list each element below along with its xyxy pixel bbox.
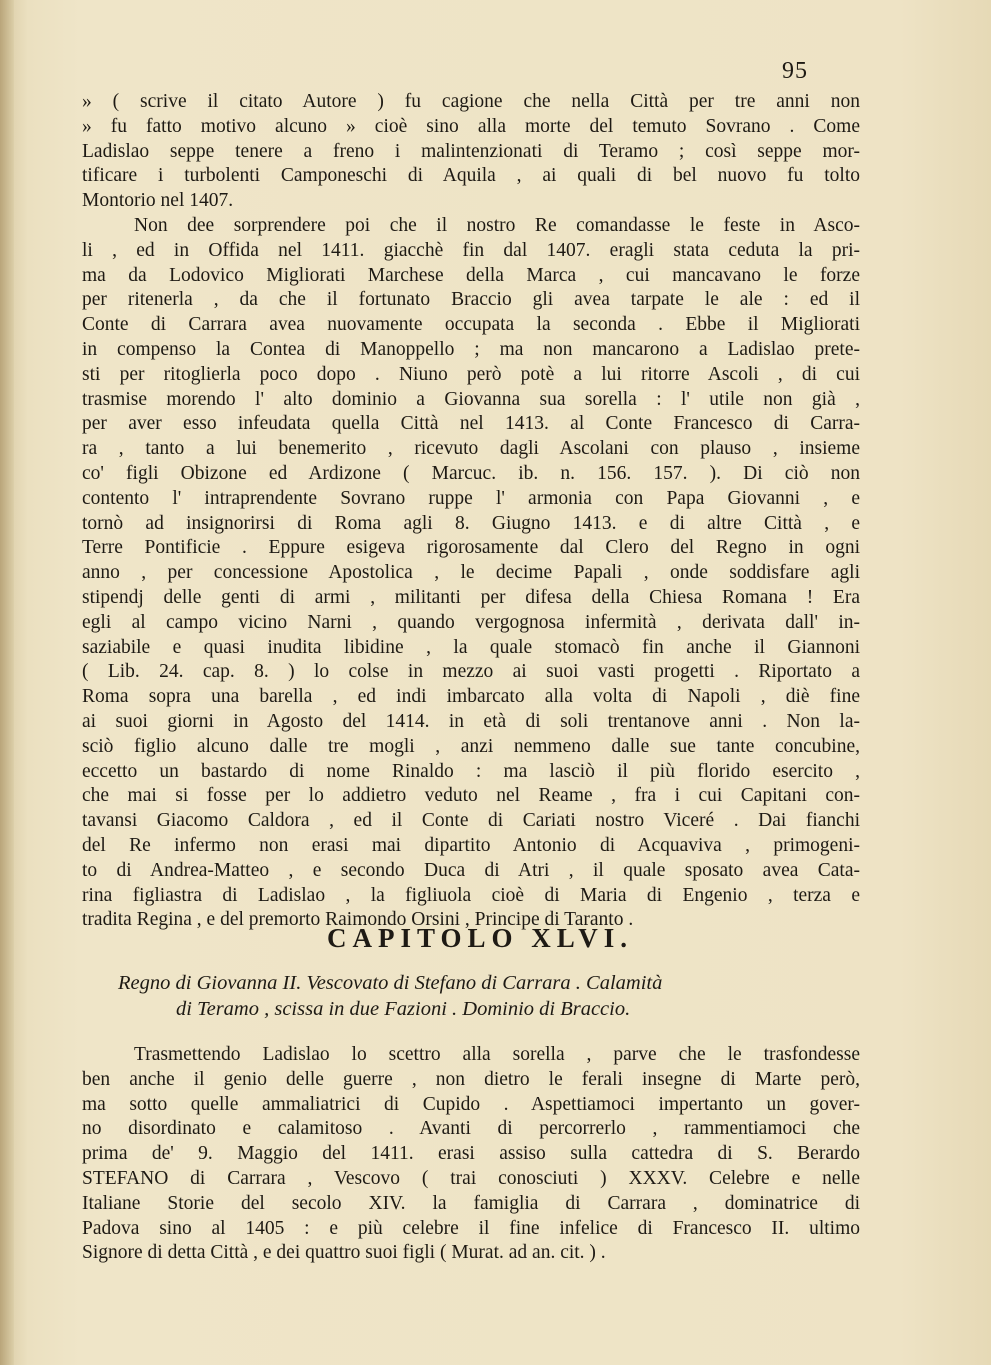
- text-line: tornò ad insignorirsi di Roma agli 8. Giugno 1413. e di altre Città , e: [82, 512, 860, 534]
- text-line: per aver esso infeudata quella Città nel 1413. al Conte Francesco di Carra-: [82, 413, 860, 435]
- text-line: » fu fatto motivo alcuno » cioè sino alla morte del temuto Sovrano . Come: [82, 115, 860, 137]
- text-line: ma da Lodovico Migliorati Marchese della Marca , cui mancavano le forze: [82, 264, 860, 286]
- text-line: Terre Pontificie . Eppure esigeva rigorosamente dal Clero del Regno in ogni: [82, 537, 860, 559]
- text-line: ra , tanto a lui benemerito , ricevuto dagli Ascolani con plauso , insieme: [82, 438, 860, 460]
- text-line: li , ed in Offida nel 1411. giacchè fin dal 1407. eragli stata ceduta la pri-: [82, 239, 860, 261]
- text-line: Trasmettendo Ladislao lo scettro alla sorella , parve che le trasfondesse: [134, 1044, 860, 1065]
- body-text-top: [82, 90, 860, 933]
- text-line: in compenso la Contea di Manoppello ; ma non mancarono a Ladislao prete-: [82, 338, 860, 360]
- text-line: rina figliastra di Ladislao , la figliuola cioè di Maria di Engenio , terza e: [82, 884, 860, 906]
- text-line: no disordinato e calamitoso . Avanti di percorrerlo , rammentiamoci che: [82, 1118, 860, 1140]
- text-line: del Re infermo non erasi mai dipartito Antonio di Acquaviva , primogeni-: [82, 834, 860, 856]
- text-line: Non dee sorprendere poi che il nostro Re comandasse le feste in Asco-: [134, 214, 860, 236]
- text-line: ( Lib. 24. cap. 8. ) lo colse in mezzo ai suoi vasti progetti . Riportato a: [82, 661, 860, 683]
- text-line: sciò figlio alcuno dalle tre mogli , anzi nemmeno dalle sue tante concubine,: [82, 735, 860, 757]
- chapter-subtitle-line: di Teramo , scissa in due Fazioni . Dominio di Braccio.: [176, 998, 631, 1020]
- text-line: » ( scrive il citato Autore ) fu cagione che nella Città per tre anni non: [82, 91, 860, 112]
- chapter-subtitle: [118, 970, 858, 1022]
- text-line: Italiane Storie del secolo XIV. la famiglia di Carrara , dominatrice di: [82, 1192, 860, 1214]
- text-line: egli al campo vicino Narni , quando vergognosa infermità , derivata dall' in-: [82, 611, 860, 633]
- text-line: Montorio nel 1407.: [82, 190, 234, 212]
- text-line: STEFANO di Carrara , Vescovo ( trai conosciuti ) XXXV. Celebre e nelle: [82, 1167, 860, 1189]
- chapter-title: CAPITOLO XLVI.: [326, 923, 634, 953]
- text-line: ai suoi giorni in Agosto del 1414. in età di soli trentanove anni . Non la-: [82, 710, 860, 732]
- book-spine-shadow: [0, 0, 14, 1365]
- text-line: to di Andrea-Matteo , e secondo Duca di Atri , il quale sposato avea Cata-: [82, 859, 860, 881]
- page-number: 95: [782, 58, 808, 84]
- text-line: saziabile e quasi inudita libidine , la quale stomacò fin anche il Giannoni: [82, 636, 860, 658]
- text-line: trasmise morendo l' alto dominio a Giovanna sua sorella : l' utile non già ,: [82, 388, 860, 410]
- text-line: Ladislao seppe tenere a freno i malintenzionati di Teramo ; così seppe mor-: [82, 140, 860, 162]
- text-line: tificare i turbolenti Camponeschi di Aquila , ai quali di bel nuovo fu tolto: [82, 165, 860, 187]
- text-line: Roma sopra una barella , ed indi imbarcato alla volta di Napoli , diè fine: [82, 686, 860, 708]
- text-line: tavansi Giacomo Caldora , ed il Conte di Cariati nostro Viceré . Dai fianchi: [82, 810, 860, 832]
- text-line: Signore di detta Città , e dei quattro suoi figli ( Murat. ad an. cit. ) .: [82, 1242, 606, 1264]
- text-line: Conte di Carrara avea nuovamente occupata la seconda . Ebbe il Migliorati: [82, 314, 860, 336]
- text-line: contento l' intraprendente Sovrano ruppe l' armonia con Papa Giovanni , e: [82, 487, 860, 509]
- text-line: co' figli Obizone ed Ardizone ( Marcuc. ib. n. 156. 157. ). Di ciò non: [82, 462, 860, 484]
- text-line: che mai si fosse per lo addietro veduto nel Reame , fra i cui Capitani con-: [82, 785, 860, 807]
- text-line: per ritenerla , da che il fortunato Braccio gli avea tarpate le ale : ed il: [82, 289, 860, 311]
- body-text-bottom: [82, 1043, 860, 1266]
- text-line: sti per ritoglierla poco dopo . Niuno però potè a lui ritorre Ascoli , di cui: [82, 363, 860, 385]
- text-line: Padova sino al 1405 : e più celebre il fine infelice di Francesco II. ultimo: [82, 1217, 860, 1239]
- text-line: ma sotto quelle ammaliatrici di Cupido . Aspettiamoci impertanto un gover-: [82, 1093, 860, 1115]
- text-line: stipendj delle genti di armi , militanti per difesa della Chiesa Romana ! Era: [82, 586, 860, 608]
- text-line: prima de' 9. Maggio del 1411. erasi assiso sulla cattedra di S. Berardo: [82, 1143, 860, 1165]
- text-line: anno , per concessione Apostolica , le decime Papali , onde soddisfare agli: [82, 562, 860, 584]
- text-line: tradita Regina , e del premorto Raimondo Orsini , Principe di Taranto .: [82, 909, 634, 931]
- text-line: eccetto un bastardo di nome Rinaldo : ma lasciò il più florido esercito ,: [82, 760, 860, 782]
- chapter-subtitle-line: Regno di Giovanna II. Vescovato di Stefano di Carrara . Calamità: [118, 972, 663, 994]
- text-line: ben anche il genio delle guerre , non dietro le ferali insegne di Marte però,: [82, 1068, 860, 1090]
